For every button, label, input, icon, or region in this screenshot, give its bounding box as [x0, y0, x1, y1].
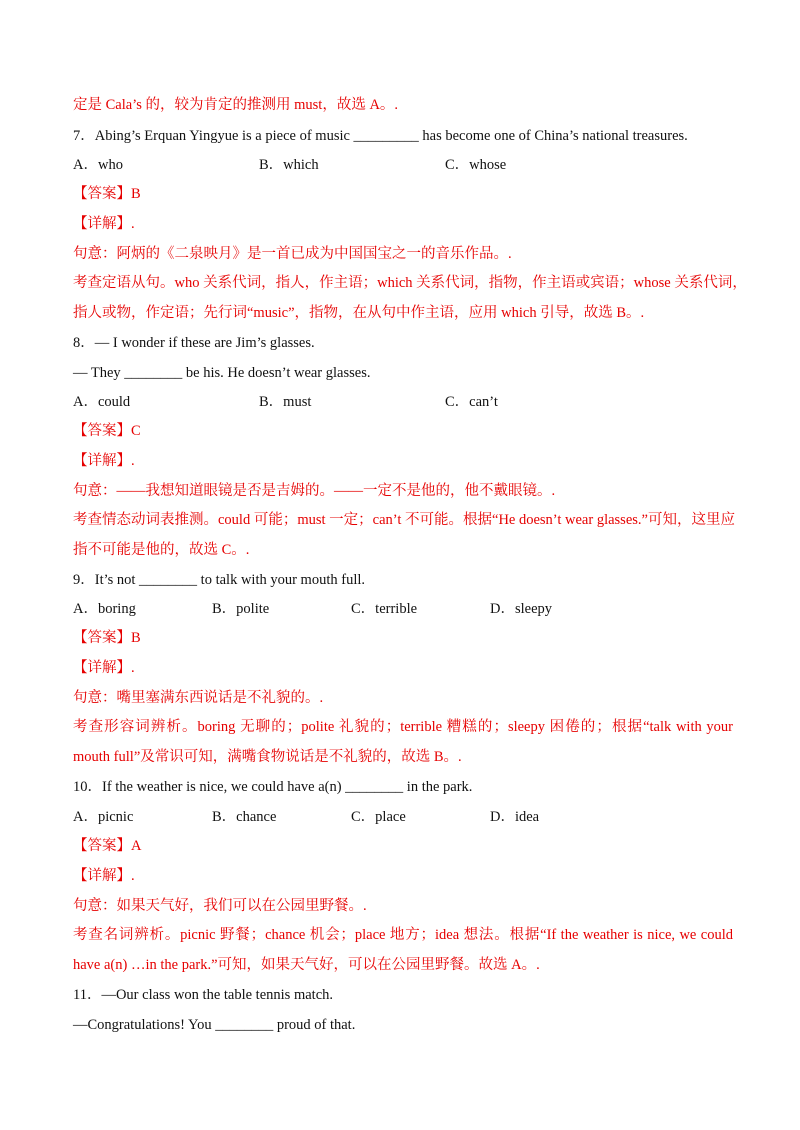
question-8-options — [73, 392, 733, 412]
option-b: B．must — [259, 394, 312, 410]
question-10-stem: 10．If the weather is nice, we could have a(n) ________ in the park. — [73, 779, 473, 795]
question-8-explanation-line2: 指不可能是他的，故选 C。. — [73, 542, 250, 558]
option-a: A．boring — [73, 601, 136, 617]
option-a: A．could — [73, 394, 131, 410]
question-8-stem-line2: — They ________ be his. He doesn’t wear glasses. — [73, 365, 371, 381]
question-7-stem: 7．Abing’s Erquan Yingyue is a piece of music _________ has become one of China’s national treasures. — [73, 128, 688, 144]
option-b: B．which — [259, 157, 319, 173]
question-9-explanation-line2: mouth full”及常识可知，满嘴食物说话是不礼貌的，故选 B。. — [73, 749, 462, 765]
question-8-meaning: 句意：——我想知道眼镜是否是吉姆的。——一定不是他的，他不戴眼镜。. — [73, 483, 556, 499]
question-9-options — [73, 599, 733, 619]
option-c: C．whose — [445, 157, 507, 173]
question-11-stem-line1: 11．—Our class won the table tennis match. — [73, 987, 334, 1003]
option-d: D．sleepy — [490, 601, 553, 617]
option-c: C．place — [351, 809, 406, 825]
option-d: D．idea — [490, 809, 540, 825]
question-7-meaning: 句意：阿炳的《二泉映月》是一首已成为中国国宝之一的音乐作品。. — [73, 246, 512, 262]
question-10-detail-heading: 【详解】. — [73, 868, 135, 884]
question-8-detail-heading: 【详解】. — [73, 453, 135, 469]
question-9-answer: 【答案】B — [73, 630, 141, 646]
question-9-detail-heading: 【详解】. — [73, 660, 135, 676]
question-9-meaning: 句意：嘴里塞满东西说话是不礼貌的。. — [73, 690, 324, 706]
option-a: A．who — [73, 157, 123, 173]
question-7-options — [73, 155, 733, 175]
option-a: A．picnic — [73, 809, 134, 825]
question-8-stem-line1: 8．— I wonder if these are Jim’s glasses. — [73, 335, 315, 351]
question-9-explanation-line1: 考查形容词辨析。boring 无聊的；polite 礼貌的；terrible 糟糕的；sleepy 困倦的；根据“talk with your — [73, 719, 733, 735]
option-c: C．can’t — [445, 394, 498, 410]
question-10-options — [73, 807, 733, 827]
question-10-answer: 【答案】A — [73, 838, 142, 854]
question-8-explanation-line1: 考查情态动词表推测。could 可能；must 一定；can’t 不可能。根据“He doesn’t wear glasses.”可知，这里应 — [73, 512, 735, 528]
question-10-meaning: 句意：如果天气好，我们可以在公园里野餐。. — [73, 898, 367, 914]
question-7-answer: 【答案】B — [73, 186, 141, 202]
option-c: C．terrible — [351, 601, 418, 617]
question-7-explanation-line1: 考查定语从句。who 关系代词，指人，作主语；which 关系代词，指物，作主语或宾语；whose 关系代词， — [73, 275, 747, 291]
question-9-stem: 9．It’s not ________ to talk with your mouth full. — [73, 572, 366, 588]
answer-explanation-line: 定是 Cala’s 的，较为肯定的推测用 must，故选 A。. — [73, 97, 399, 113]
option-b: B．polite — [212, 601, 270, 617]
question-7-explanation-line2: 指人或物，作定语；先行词“music”，指物，在从句中作主语，应用 which 引导，故选 B。. — [73, 305, 645, 321]
question-8-answer: 【答案】C — [73, 423, 141, 439]
question-10-explanation-line1: 考查名词辨析。picnic 野餐；chance 机会；place 地方；idea 想法。根据“If the weather is nice, we could — [73, 927, 733, 943]
question-10-explanation-line2: have a(n) …in the park.”可知，如果天气好，可以在公园里野餐。故选 A。. — [73, 957, 540, 973]
option-b: B．chance — [212, 809, 277, 825]
question-7-detail-heading: 【详解】. — [73, 216, 135, 232]
question-11-stem-line2: —Congratulations! You ________ proud of that. — [73, 1017, 356, 1033]
